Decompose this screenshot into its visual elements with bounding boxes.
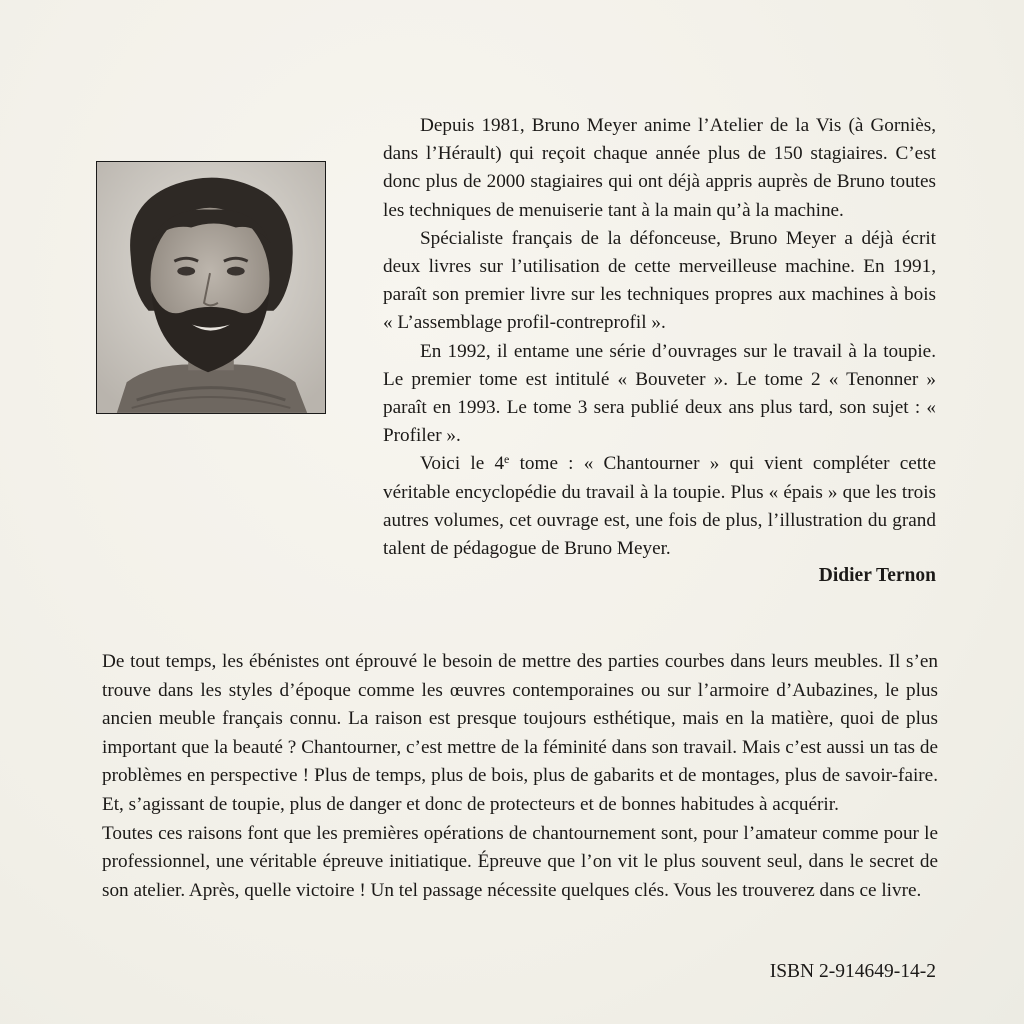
bio-text: tome : « Chantourner » qui vient compléter cette véritable encyclopédie du travail à la toupie. Plus « épais » que les trois autres volumes, cet ouvrage est, une fois de plus, l’illustration du grand talent de pédagogue de Bruno Meyer.: [383, 453, 936, 560]
bio-paragraph: En 1992, il entame une série d’ouvrages sur le travail à la toupie. Le premier tome est intitulé « Bouveter ». Le tome 2 « Tenonner » paraît en 1993. Le tome 3 sera publié deux ans plus tard, son sujet : « Profiler ».: [383, 340, 936, 447]
portrait-image: [97, 162, 325, 413]
book-description: [102, 648, 938, 905]
author-biography: [383, 112, 936, 563]
description-paragraph: De tout temps, les ébénistes ont éprouvé le besoin de mettre des parties courbes dans leurs meubles. Il s’en trouve dans les styles d’époque comme les œuvres contemporaines ou sur l’armoire d’Aubazines, le plus ancien meuble français connu. La raison est presque toujours esthétique, mais en la matière, quoi de plus important que la beauté ? Chantourner, c’est mettre de la féminité dans son travail. Mais c’est aussi un tas de problèmes en perspective ! Plus de temps, plus de bois, plus de gabarits et de montages, plus de savoir-faire. Et, s’agissant de toupie, plus de danger et donc de protecteurs et de bonnes habitudes à acquérir.: [102, 651, 938, 815]
bio-paragraph: Depuis 1981, Bruno Meyer anime l’Atelier de la Vis (à Gorniès, dans l’Hérault) qui reçoit chaque année plus de 150 stagiaires. C’est donc plus de 2000 stagiaires qui ont déjà appris auprès de Bruno toutes les techniques de menuiserie tant à la main qu’à la machine.: [383, 115, 936, 221]
bio-paragraph: Spécialiste français de la défonceuse, Bruno Meyer a déjà écrit deux livres sur l’utilisation de cette merveilleuse machine. En 1991, paraît son premier livre sur les techniques propres aux machines à bois « L’assemblage profil-contreprofil ».: [383, 227, 936, 334]
author-portrait: [96, 161, 326, 414]
ordinal-superscript: e: [504, 452, 510, 467]
bio-text: Voici le 4: [420, 453, 505, 475]
bio-paragraph: [383, 450, 936, 563]
description-paragraph: Toutes ces raisons font que les premières opérations de chantournement sont, pour l’amateur comme pour le professionnel, une véritable épreuve initiatique. Épreuve que l’on vit le plus souvent seul, dans le secret de son atelier. Après, quelle victoire ! Un tel passage nécessite quelques clés. Vous les trouverez dans ce livre.: [102, 822, 938, 901]
isbn: ISBN 2-914649-14-2: [769, 961, 936, 982]
signature: Didier Ternon: [818, 565, 936, 586]
